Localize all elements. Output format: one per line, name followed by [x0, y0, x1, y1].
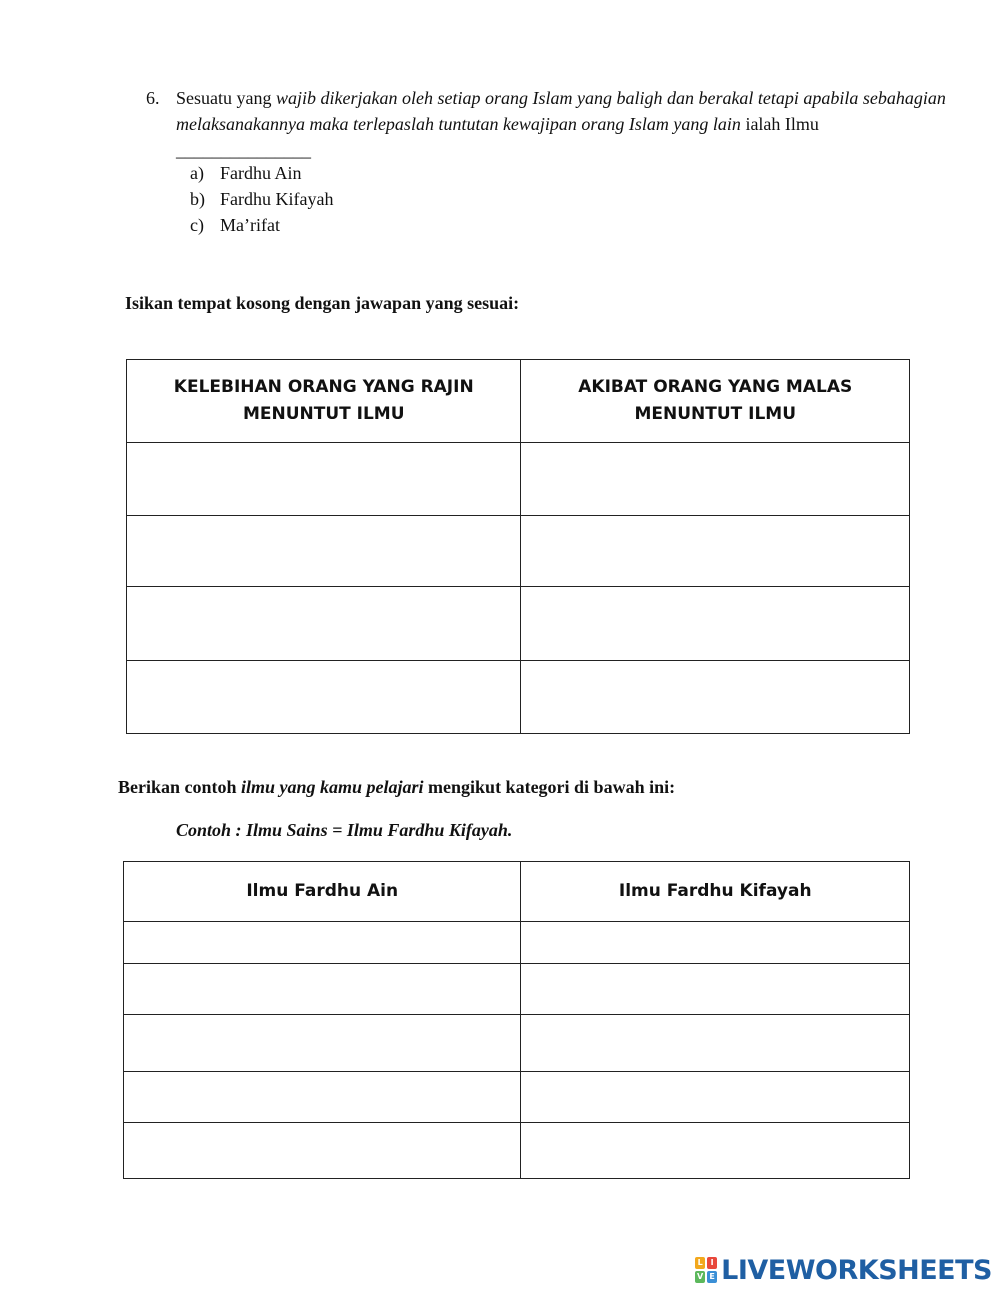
answer-cell[interactable]: [521, 443, 910, 516]
table-row: [124, 922, 910, 964]
table-header-row: [127, 360, 910, 443]
answer-cell[interactable]: [127, 516, 521, 587]
answer-cell[interactable]: [124, 1072, 521, 1123]
section2-italic: ilmu yang kamu pelajari: [241, 777, 424, 797]
answer-cell[interactable]: [521, 1123, 910, 1179]
option-a[interactable]: [190, 160, 302, 186]
option-label: b): [190, 189, 205, 209]
section1-instruction: Isikan tempat kosong dengan jawapan yang sesuai:: [125, 293, 520, 313]
question-italic: wajib dikerjakan oleh setiap orang Islam yang baligh dan berakal tetapi apabila sebahagian melaksanakannya maka terlepaslah tuntutan kewajipan orang Islam yang lain: [176, 88, 946, 134]
answer-cell[interactable]: [124, 922, 521, 964]
table-kelebihan-akibat: [126, 359, 910, 734]
liveworksheets-logo[interactable]: [695, 1254, 992, 1286]
question-text: [176, 85, 956, 163]
option-text: Fardhu Kifayah: [220, 189, 334, 209]
table-row: [124, 1072, 910, 1123]
section2-suffix: mengikut kategori di bawah ini:: [423, 777, 676, 797]
header-fardhu-ain: Ilmu Fardhu Ain: [124, 862, 521, 922]
answer-cell[interactable]: [124, 1015, 521, 1072]
option-c[interactable]: [190, 212, 280, 238]
table-row: [127, 661, 910, 734]
table-row: [124, 964, 910, 1015]
section2-prefix: Berikan contoh: [118, 777, 242, 797]
logo-text: LIVEWORKSHEETS: [721, 1254, 992, 1286]
option-label: a): [190, 163, 204, 183]
answer-cell[interactable]: [521, 1072, 910, 1123]
question-suffix: ialah Ilmu _______________: [176, 114, 819, 160]
answer-cell[interactable]: [127, 443, 521, 516]
question-number: 6.: [146, 88, 160, 108]
answer-cell[interactable]: [521, 1015, 910, 1072]
header-akibat: AKIBAT ORANG YANG MALAS MENUNTUT ILMU: [521, 360, 910, 443]
table-row: [124, 1015, 910, 1072]
option-text: Fardhu Ain: [220, 163, 302, 183]
table-row: [127, 516, 910, 587]
header-fardhu-kifayah: Ilmu Fardhu Kifayah: [521, 862, 910, 922]
answer-cell[interactable]: [521, 964, 910, 1015]
table-row: [127, 443, 910, 516]
table-row: [127, 587, 910, 661]
answer-cell[interactable]: [124, 964, 521, 1015]
answer-cell[interactable]: [521, 922, 910, 964]
table-row: [124, 1123, 910, 1179]
answer-cell[interactable]: [521, 661, 910, 734]
table-header-row: [124, 862, 910, 922]
table-ilmu-categories: [123, 861, 910, 1179]
answer-cell[interactable]: [124, 1123, 521, 1179]
answer-cell[interactable]: [127, 587, 521, 661]
section2-instruction: [118, 777, 675, 798]
example-text: Contoh : Ilmu Sains = Ilmu Fardhu Kifayah.: [176, 820, 513, 840]
answer-cell[interactable]: [521, 587, 910, 661]
option-text: Ma’rifat: [220, 215, 280, 235]
option-label: c): [190, 215, 204, 235]
header-kelebihan: KELEBIHAN ORANG YANG RAJIN MENUNTUT ILMU: [127, 360, 521, 443]
option-b[interactable]: [190, 186, 333, 212]
logo-icon: L I V E: [695, 1257, 717, 1283]
answer-cell[interactable]: [127, 661, 521, 734]
question-prefix: Sesuatu yang: [176, 88, 276, 108]
answer-cell[interactable]: [521, 516, 910, 587]
